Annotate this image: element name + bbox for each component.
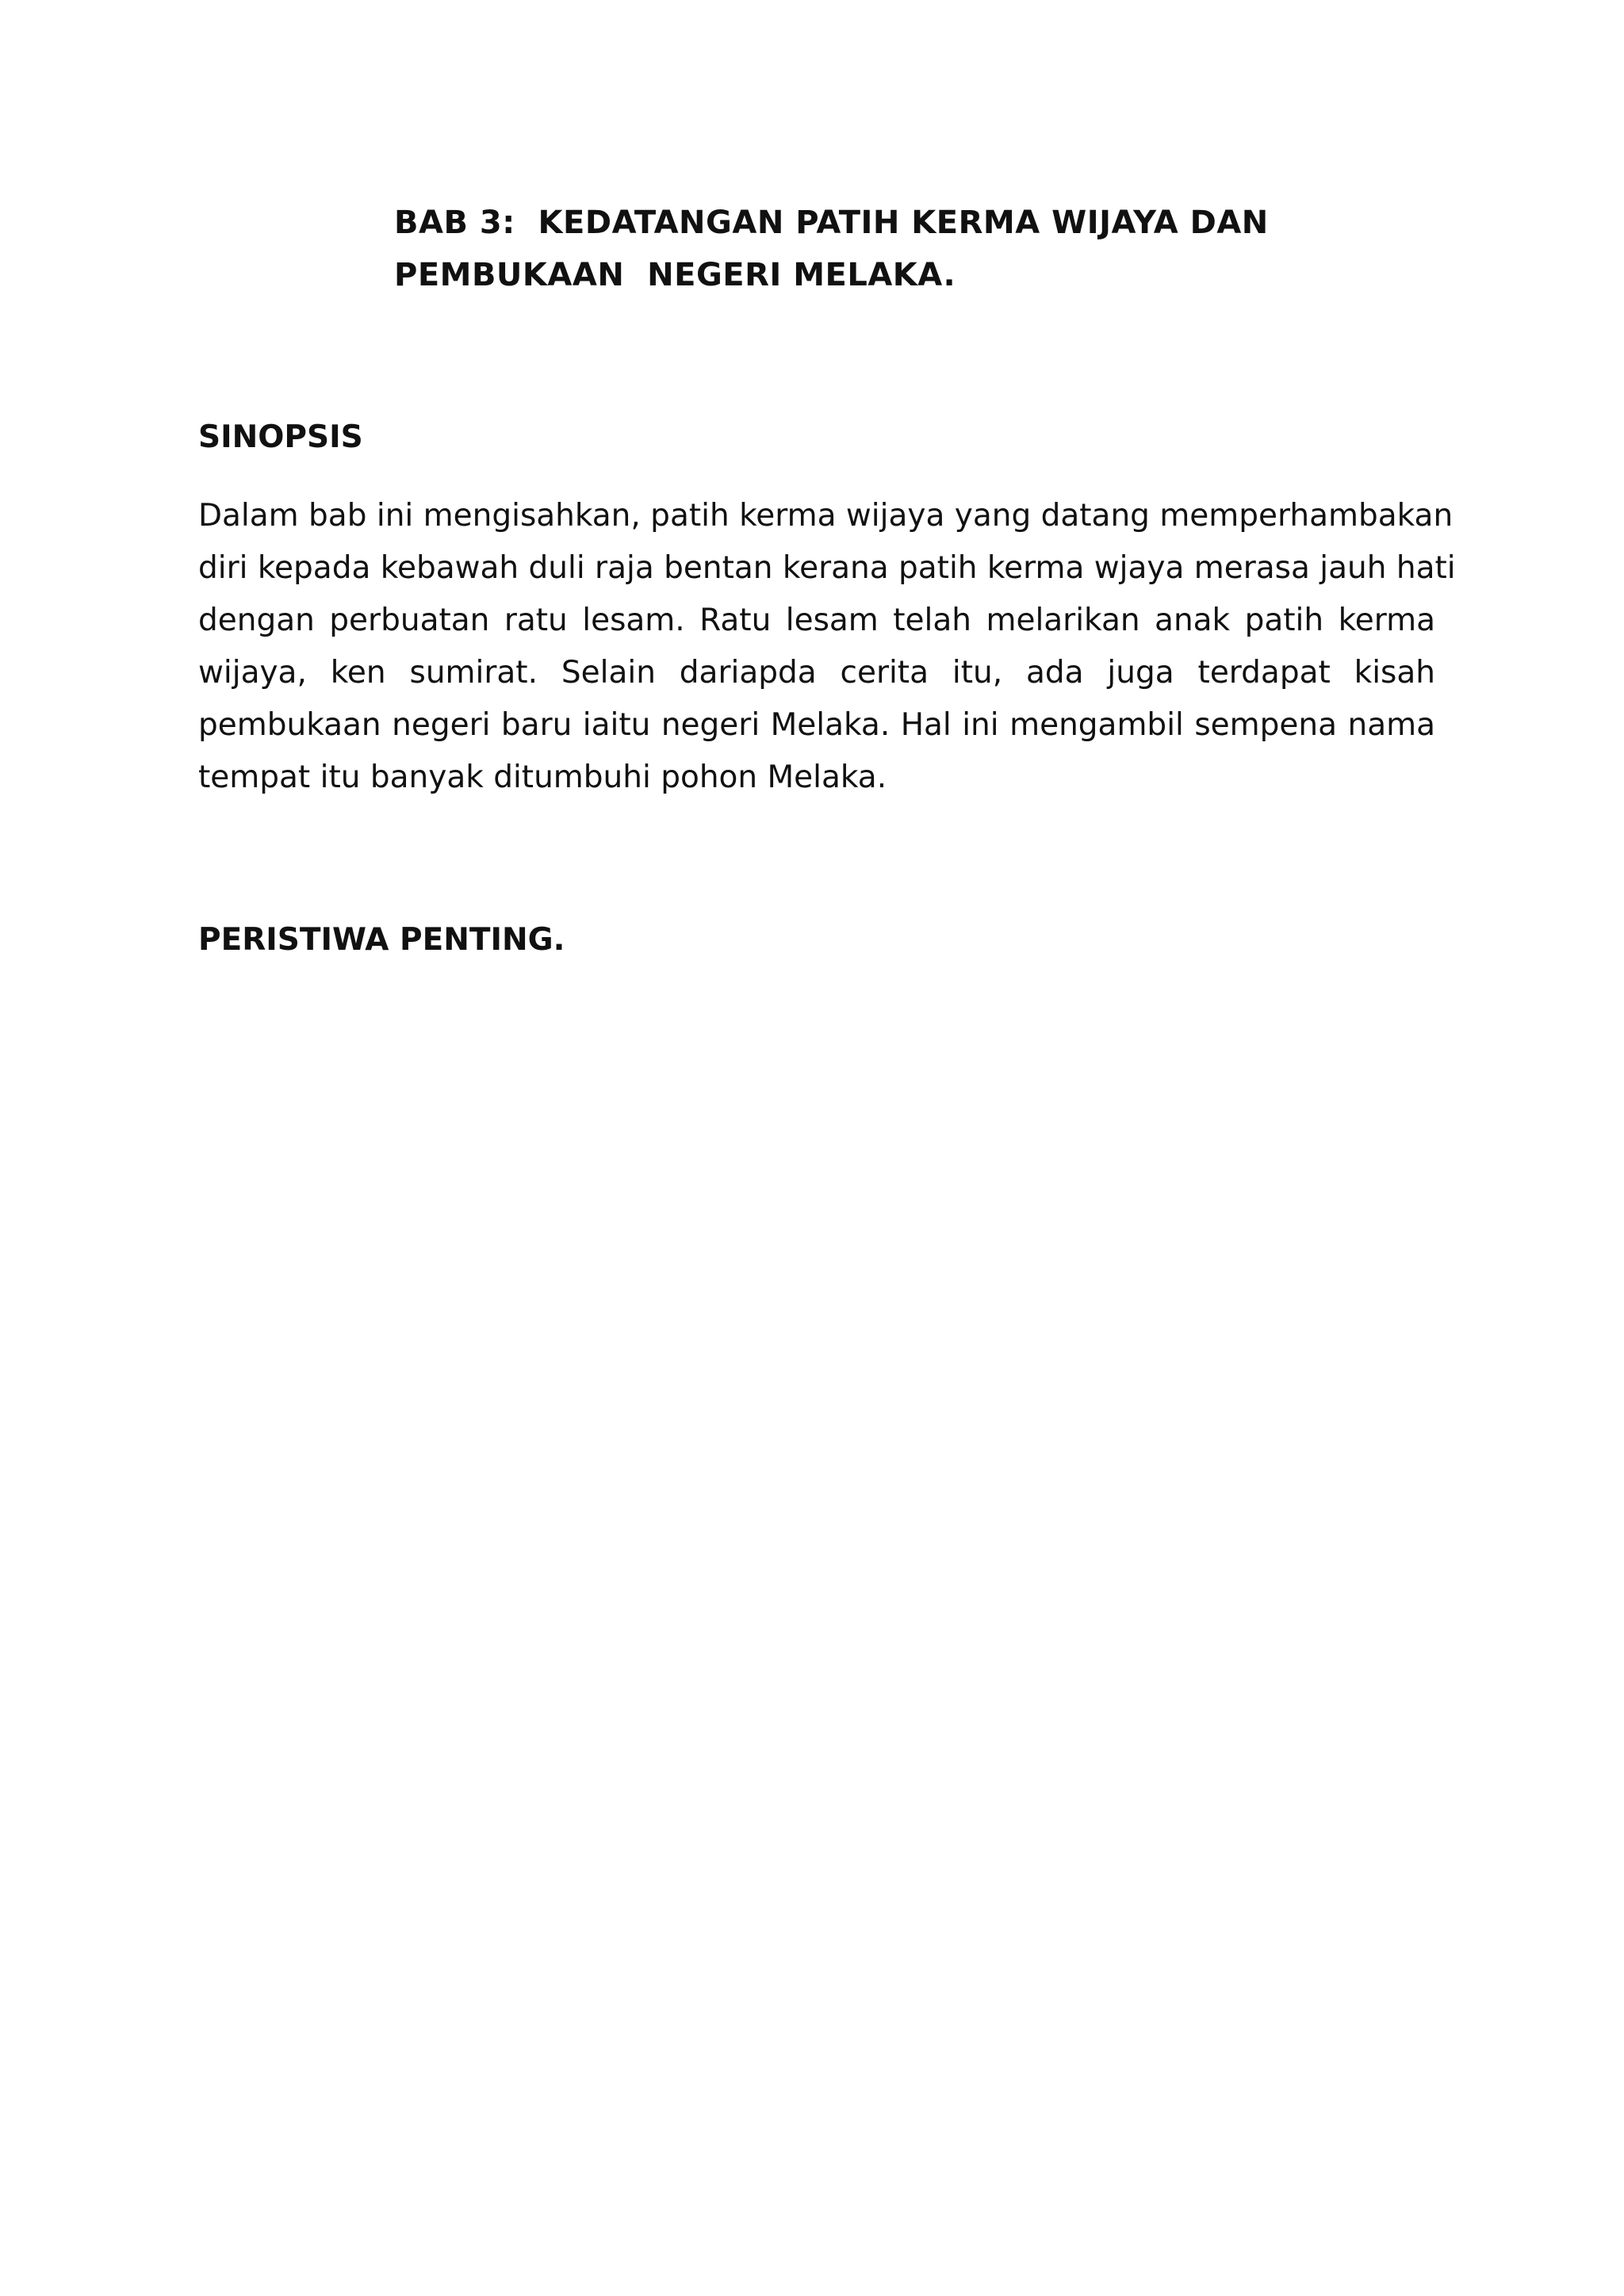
chapter-title-line-2: PEMBUKAAN NEGERI MELAKA.	[394, 257, 956, 293]
synopsis-heading: SINOPSIS	[198, 419, 363, 455]
synopsis-line: wijaya, ken sumirat. Selain dariapda cerita itu, ada juga terdapat kisah	[198, 655, 1435, 691]
synopsis-line: diri kepada kebawah duli raja bentan kerana patih kerma wjaya merasa jauh hati	[198, 550, 1456, 586]
synopsis-line: pembukaan negeri baru iaitu negeri Melaka. Hal ini mengambil sempena nama	[198, 707, 1435, 743]
synopsis-line: tempat itu banyak ditumbuhi pohon Melaka.	[198, 760, 887, 795]
important-events-heading: PERISTIWA PENTING.	[198, 922, 565, 958]
synopsis-line: dengan perbuatan ratu lesam. Ratu lesam telah melarikan anak patih kerma	[198, 603, 1435, 638]
chapter-title-line-1: BAB 3: KEDATANGAN PATIH KERMA WIJAYA DAN	[394, 205, 1269, 241]
synopsis-paragraph	[198, 490, 1456, 804]
synopsis-line: Dalam bab ini mengisahkan, patih kerma wijaya yang datang memperhambakan	[198, 498, 1454, 534]
chapter-title	[394, 197, 1425, 301]
